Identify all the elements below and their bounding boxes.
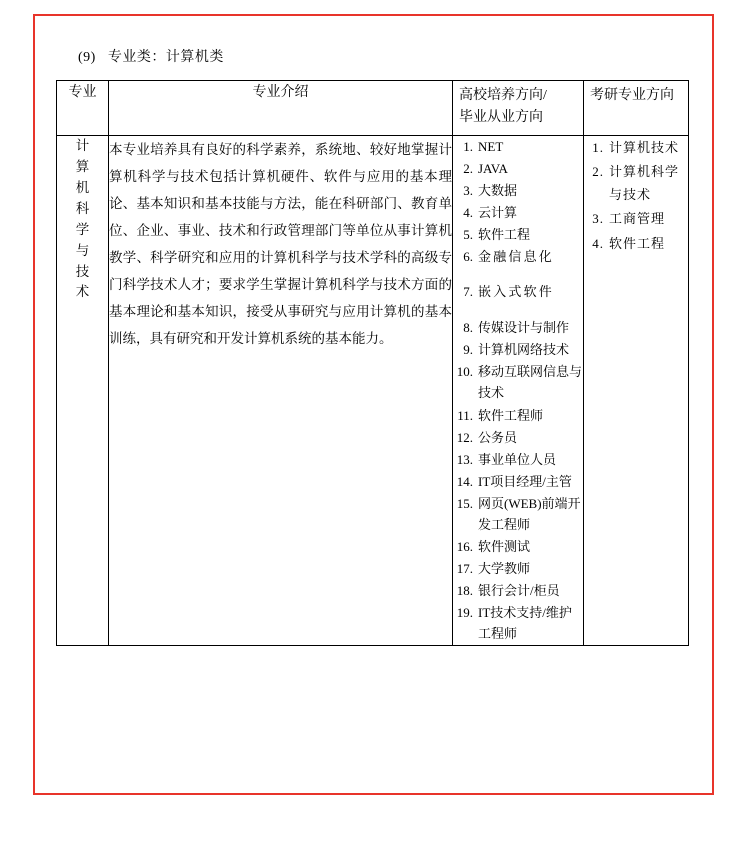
list-item: 14. IT项目经理/主管	[456, 473, 572, 489]
list-item: 11. 软件工程师	[457, 407, 544, 423]
list-item: 3. 大数据	[463, 183, 518, 199]
list-item: 6. 金融信息化	[463, 249, 555, 265]
table-header-row	[57, 81, 689, 136]
section-caption	[78, 46, 694, 66]
header-major: 专业	[57, 81, 109, 136]
header-direction-line1: 高校培养方向/	[459, 88, 547, 103]
cell-exam-directions	[584, 136, 689, 646]
list-item: 5. 软件工程	[463, 227, 531, 243]
directions-list	[453, 136, 583, 644]
list-item: 8. 传媒设计与制作	[463, 320, 570, 336]
list-item: 2. JAVA	[463, 161, 508, 177]
list-item: 4. 软件工程	[592, 235, 666, 251]
cell-major-name	[57, 136, 109, 646]
exam-directions-list	[584, 136, 688, 255]
list-item: 16. 软件测试	[456, 538, 531, 554]
cell-major-intro: 本专业培养具有良好的科学素养，系统地、较好地掌握计算机科学与技术包括计算机硬件、软件与应用的基本理论、基本知识和基本技能与方法，能在科研部门、教育单位、企业、事业、技术和行政管理部门等单位从事计算机教学、科学研究和应用的计算机科学与技术学科的高级专门科学技术人才；要求学生掌握计算机科学与技术方面的基本理论和基本知识，接受从事研究与应用计算机的基本训练，具有研究和开发计算机系统的基本能力。	[109, 136, 453, 646]
list-item: 9. 计算机网络技术	[463, 342, 570, 358]
list-item: 19. IT技术支持/维护工程师	[456, 604, 572, 641]
major-name-text: 计算机科学与技术	[75, 138, 91, 300]
list-item: 4. 云计算	[463, 205, 518, 221]
list-item: 13. 事业单位人员	[456, 451, 557, 467]
header-intro: 专业介绍	[109, 81, 453, 136]
list-item: 10. 移动互联网信息与技术	[456, 364, 583, 401]
list-item: 1. 计算机技术	[592, 140, 680, 155]
list-item: 18. 银行会计/柜员	[456, 582, 560, 598]
cell-directions	[453, 136, 584, 646]
caption-number: (9)	[78, 50, 96, 65]
list-item: 7. 嵌入式软件	[463, 284, 555, 300]
table-row	[57, 136, 689, 646]
header-exam: 考研专业方向	[584, 81, 689, 136]
header-direction	[453, 81, 584, 136]
list-item: 1. NET	[463, 139, 504, 154]
header-direction-line2: 毕业从业方向	[459, 109, 543, 125]
list-item: 3. 工商管理	[592, 211, 666, 227]
majors-table	[56, 80, 689, 646]
list-item: 15. 网页(WEB)前端开发工程师	[456, 495, 581, 532]
list-item: 2. 计算机科学与技术	[592, 164, 680, 203]
list-item: 17. 大学教师	[456, 560, 531, 576]
caption-text: 专业类：计算机类	[107, 50, 224, 65]
list-item: 12. 公务员	[456, 429, 518, 445]
document-content	[56, 46, 694, 646]
